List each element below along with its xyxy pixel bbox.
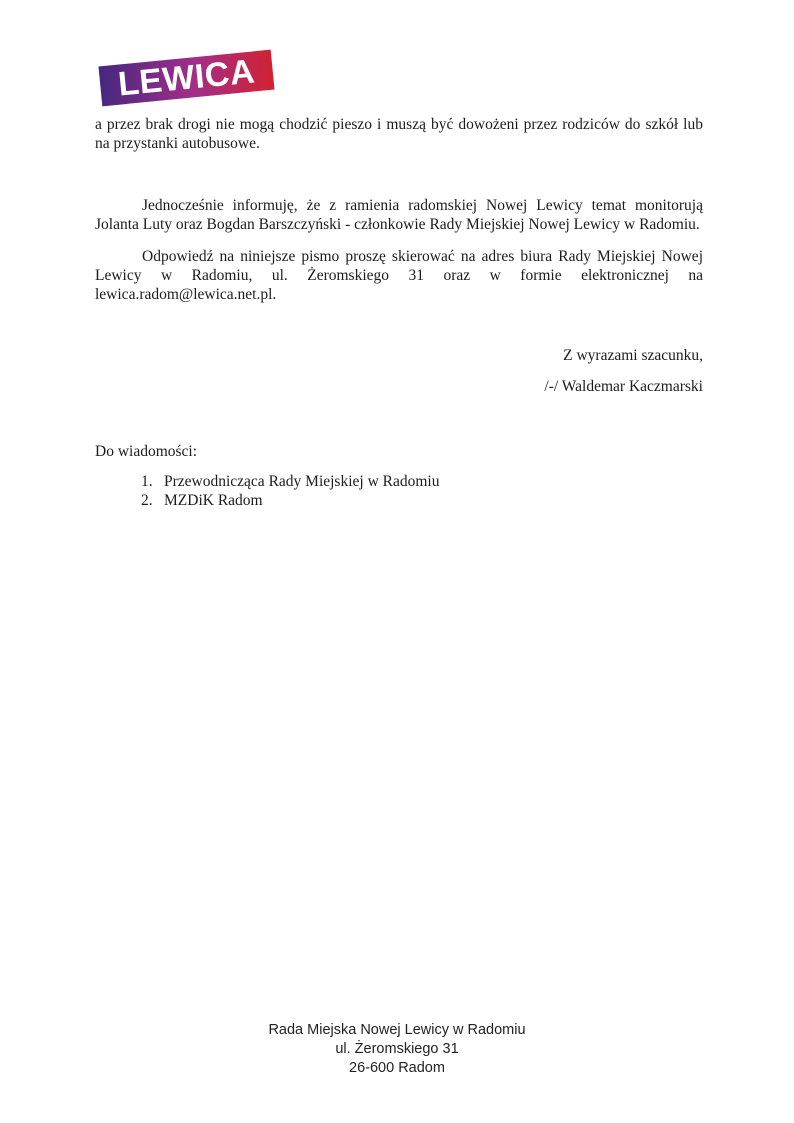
cc-list	[141, 472, 439, 510]
paragraph-reply-address: Odpowiedź na niniejsze pismo proszę skierować na adres biura Rady Miejskiej Nowej Lewicy w Radomiu, ul. Żeromskiego 31 oraz w formie elektronicznej na lewica.radom@lewica.net.pl.	[95, 248, 703, 303]
paragraph-road-access: a przez brak drogi nie mogą chodzić pieszo i muszą być dowożeni przez rodziców do szkół lub na przystanki autobusowe.	[95, 116, 703, 152]
closing-salutation: Z wyrazami szacunku,	[563, 347, 703, 364]
letter-footer	[0, 1021, 794, 1078]
cc-label: Do wiadomości:	[95, 443, 198, 460]
closing-block	[95, 346, 703, 396]
lewica-logo-banner	[98, 50, 274, 107]
cc-item-text: MZDiK Radom	[164, 492, 263, 509]
footer-organization: Rada Miejska Nowej Lewicy w Radomiu	[268, 1022, 526, 1038]
paragraph-monitoring: Jednocześnie informuję, że z ramienia radomskiej Nowej Lewicy temat monitorują Jolanta Luty oraz Bogdan Barszczyński - członkowie Rady Miejskiej Nowej Lewicy w Radomiu.	[95, 197, 703, 233]
footer-street: ul. Żeromskiego 31	[335, 1041, 459, 1057]
cc-item-number: 1.	[141, 473, 153, 490]
cc-item-number: 2.	[141, 492, 153, 509]
lewica-logo-text: LEWICA	[116, 52, 257, 104]
cc-item	[141, 491, 439, 510]
cc-item-text: Przewodnicząca Rady Miejskiej w Radomiu	[164, 473, 440, 490]
footer-city: 26-600 Radom	[349, 1060, 445, 1076]
cc-item	[141, 472, 439, 491]
signature-name: /-/ Waldemar Kaczmarski	[544, 378, 703, 395]
